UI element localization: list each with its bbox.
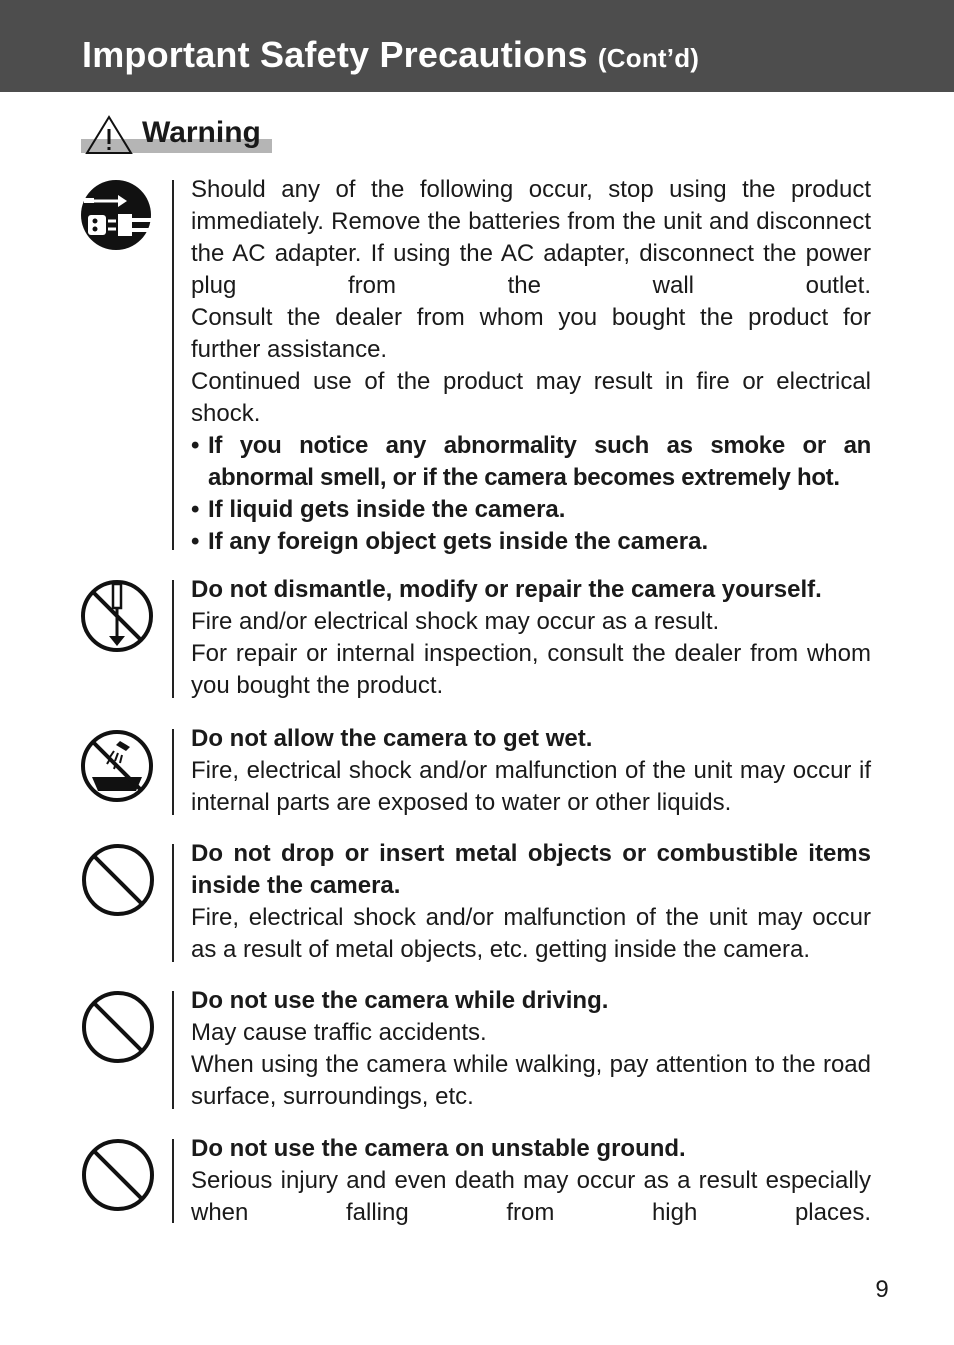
section-paragraph: Continued use of the product may result in fire or electrical shock. <box>191 368 871 427</box>
section-rule <box>172 180 174 550</box>
prohibited-icon <box>80 844 156 920</box>
list-item: • If liquid gets inside the camera. <box>191 494 871 526</box>
condition-list <box>191 430 871 558</box>
section-rule <box>172 1139 174 1223</box>
section-paragraph: May cause traffic accidents. <box>191 1019 487 1046</box>
list-item: • If any foreign object gets inside the camera. <box>191 526 871 558</box>
section-heading: Do not use the camera while driving. <box>191 987 609 1014</box>
section-text <box>191 574 871 702</box>
no-water-icon <box>80 729 156 805</box>
section-paragraph: Should any of the following occur, stop using the product immediately. Remove the batteries from the unit and disconnect the AC adapter. If using the AC adapter, disconnect the power plug from the wall outlet. <box>191 176 871 299</box>
page-title-main: Important Safety Precautions <box>82 34 588 75</box>
page-title <box>82 33 699 80</box>
section-rule <box>172 729 174 815</box>
section-paragraph: Fire, electrical shock and/or malfunction of the unit may occur as a result of metal objects, etc. getting inside the camera. <box>191 904 871 963</box>
warning-triangle-icon <box>85 115 133 155</box>
section-rule <box>172 991 174 1109</box>
section-heading: Do not dismantle, modify or repair the camera yourself. <box>191 576 822 603</box>
title-bar <box>0 0 954 92</box>
section-text <box>191 723 871 819</box>
prohibited-icon <box>80 991 156 1067</box>
unplug-power-icon <box>80 180 156 256</box>
section-paragraph: Fire, electrical shock and/or malfunction of the unit may occur if internal parts are exposed to water or other liquids. <box>191 757 871 816</box>
section-rule <box>172 580 174 698</box>
section-text <box>191 1133 871 1229</box>
section-text <box>191 985 871 1113</box>
section-text <box>191 174 871 558</box>
section-text <box>191 838 871 966</box>
section-paragraph: When using the camera while walking, pay attention to the road surface, surroundings, etc. <box>191 1051 871 1110</box>
page-title-suffix: (Cont’d) <box>597 43 700 73</box>
prohibited-icon <box>80 1139 156 1215</box>
section-heading: Do not drop or insert metal objects or combustible items inside the camera. <box>191 840 871 899</box>
section-rule <box>172 844 174 962</box>
section-paragraph: Serious injury and even death may occur as a result especially when falling from high places. <box>191 1167 871 1226</box>
section-heading: Do not allow the camera to get wet. <box>191 725 593 752</box>
warning-label: Warning <box>142 116 261 149</box>
section-paragraph: Consult the dealer from whom you bought the product for further assistance. <box>191 304 871 363</box>
list-item: • If you notice any abnormality such as smoke or an abnormal smell, or if the camera becomes extremely hot. <box>191 430 871 494</box>
section-paragraph: Fire and/or electrical shock may occur as a result. <box>191 608 720 635</box>
no-disassembly-icon <box>80 580 156 656</box>
warning-heading <box>81 113 272 153</box>
section-heading: Do not use the camera on unstable ground. <box>191 1135 686 1162</box>
page-number: 9 <box>875 1276 889 1303</box>
section-paragraph: For repair or internal inspection, consult the dealer from whom you bought the product. <box>191 640 871 699</box>
